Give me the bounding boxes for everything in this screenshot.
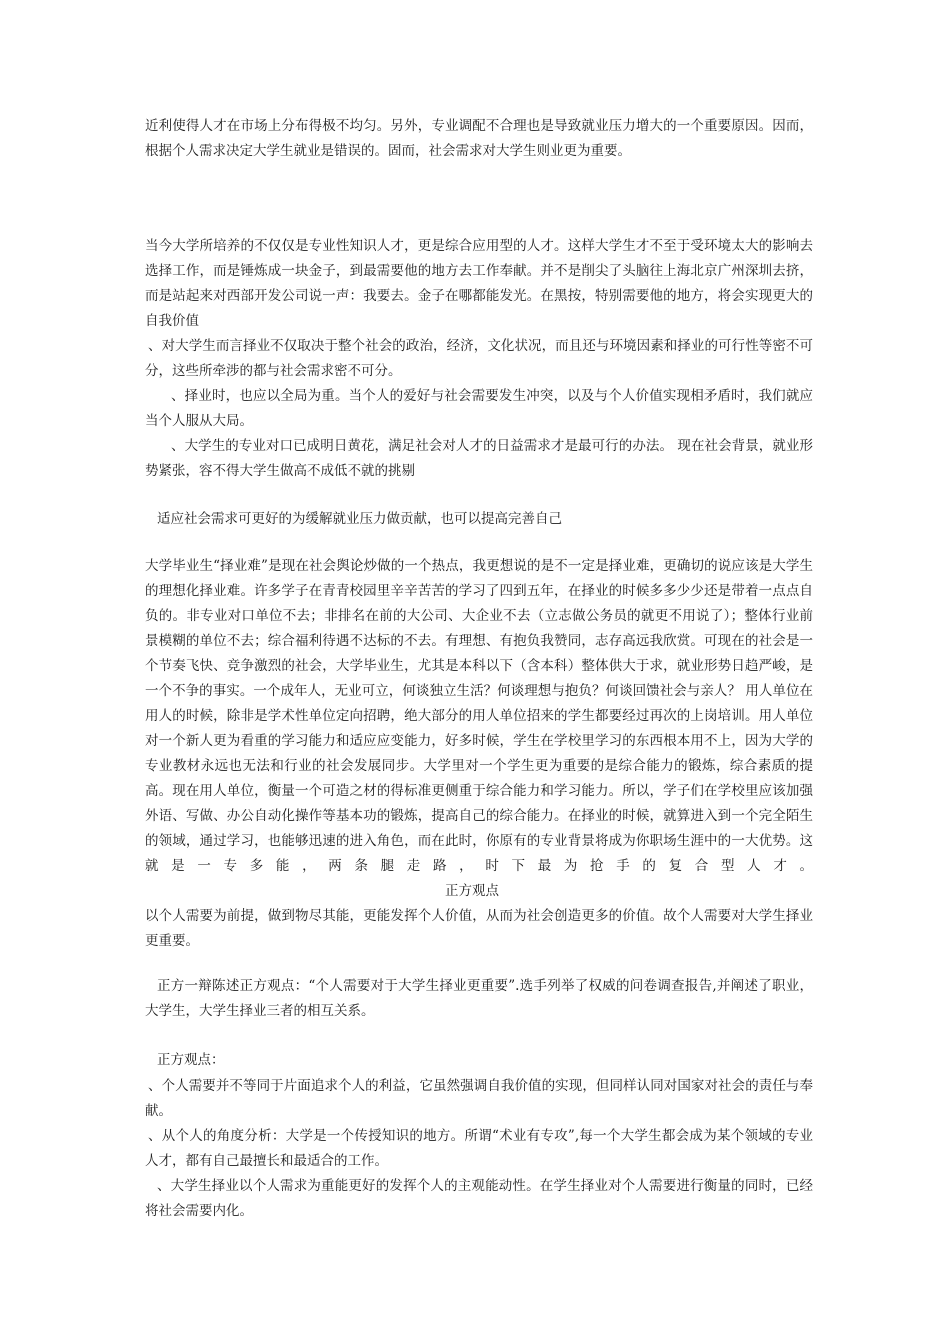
paragraph-4: 、择业时，也应以全局为重。当个人的爱好与社会需要发生冲突，以及与个人价值实现相矛盾时，我们就应当个人服从大局。 [145, 388, 813, 429]
paragraph-11: 、个人需要并不等同于片面追求个人的利益，它虽然强调自我价值的实现，但同样认同对国家对社会的责任与奉献。 [145, 1078, 813, 1119]
paragraph-5: 、大学生的专业对口已成明日黄花，满足社会对人才的日益需求才是最可行的办法。 现在社会背景，就业形势紧张，容不得大学生做高不成低不就的挑剔 [145, 438, 813, 479]
paragraph-12: 、从个人的角度分析：大学是一个传授知识的地方。所谓“术业有专攻”,每一个大学生都会成为某个领域的专业人才，都有自己最擅长和最适合的工作。 [145, 1128, 813, 1169]
paragraph-1: 近利使得人才在市场上分布得极不均匀。另外，专业调配不合理也是导致就业压力增大的一个重要原因。因而，根据个人需求决定大学生就业是错误的。固而，社会需求对大学生则业更为重要。 [145, 118, 813, 159]
paragraph-3: 、对大学生而言择业不仅取决于整个社会的政治，经济，文化状况，而且还与环境因素和择业的可行性等密不可分，这些所牵涉的都与社会需求密不可分。 [145, 338, 813, 379]
paragraph-13: 、大学生择业以个人需求为重能更好的发挥个人的主观能动性。在学生择业对个人需要进行衡量的同时，已经将社会需要内化。 [145, 1178, 813, 1219]
section-heading-pro-view: 正方观点 [445, 883, 499, 899]
paragraph-8: 以个人需要为前提，做到物尽其能，更能发挥个人价值，从而为社会创造更多的价值。故个人需要对大学生择业更重要。 [145, 908, 813, 949]
paragraph-9: 正方一辩陈述正方观点：“个人需要对于大学生择业更重要”.选手列举了权威的问卷调查报告,并阐述了职业，大学生，大学生择业三者的相互关系。 [145, 978, 813, 1019]
paragraph-2: 当今大学所培养的不仅仅是专业性知识人才，更是综合应用型的人才。这样大学生才不至于受环境太大的影响去选择工作，而是锤炼成一块金子，到最需要他的地方去工作奉献。并不是削尖了头脑往上海北京广州深圳去挤，而是站起来对西部开发公司说一声：我要去。金子在哪都能发光。在黑按，特别需要他的地方，将会实现更大的自我价值 [145, 238, 813, 329]
paragraph-7-body: 大学毕业生“择业难”是现在社会舆论炒做的一个热点，我更想说的是不一定是择业难，更确切的说应该是大学生的理想化择业难。许多学子在青青校园里辛辛苦苦的学习了四到五年，在择业的时候多多少少还是带着一点点自负的。非专业对口单位不去；非排名在前的大公司、大企业不去（立志做公务员的就更不用说了）；整体行业前景模糊的单位不去；综合福利待遇不达标的不去。有理想、有抱负我赞同，志存高远我欣赏。可现在的社会是一个节奏飞快、竞争激烈的社会，大学毕业生，尤其是本科以下（含本科）整体供大于求，就业形势日趋严峻，是一个不争的事实。一个成年人，无业可立，何谈独立生活？何谈理想与抱负？何谈回馈社会与亲人？ 用人单位在用人的时候，除非是学术性单位定向招聘，绝大部分的用人单位招来的学生都要经过再次的上岗培训。用人单位对一个新人更为看重的学习能力和适应应变能力，好多时候，学生在学校里学习的东西根本用不上，因为大学的专业教材永远也无法和行业的社会发展同步。大学里对一个学生更为重要的是综合能力的锻炼，综合素质的提高。现在用人单位，衡量一个可造之材的得标准更侧重于综合能力和学习能力。所以，学子们在学校里应该加强外语、写做、办公自动化操作等基本功的锻炼，提高自己的综合能力。在择业的时候，就算进入到一个完全陌生的领域，通过学习，也能够迅速的进入角色，而在此时，你原有的专业背景将成为你职场生涯中的一大优势。这就是一专多能，两条腿走路，时下最为抢手的复合型人才。 [145, 558, 813, 874]
paragraph-7 [145, 554, 813, 904]
paragraph-10: 正方观点： [157, 1052, 225, 1068]
paragraph-6: 适应社会需求可更好的为缓解就业压力做贡献，也可以提高完善自己 [157, 511, 562, 527]
